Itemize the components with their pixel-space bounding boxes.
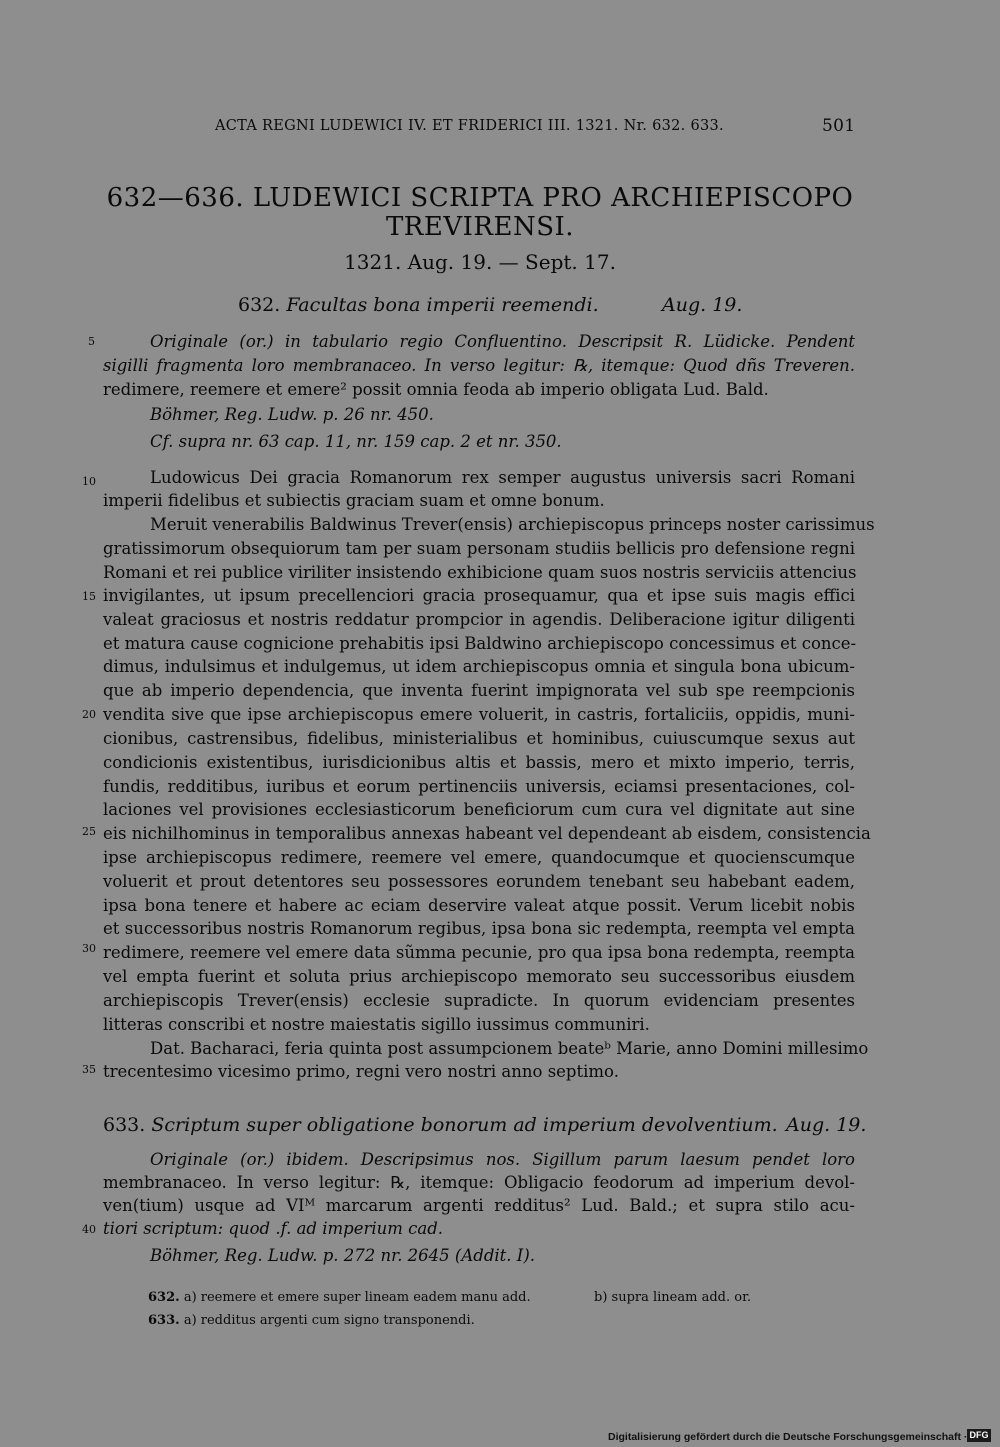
doc-633-ref: Böhmer, Reg. Ludw. p. 272 nr. 2645 (Addit. I). — [150, 1246, 535, 1265]
doc-632-note-line: redimere, reemere et emere² possit omnia feoda ab imperio obligata Lud. Bald. — [103, 380, 769, 399]
doc-632-text-line: invigilantes, ut ipsum precellenciori gracia prosequamur, qua et ipse suis magis effici — [103, 586, 855, 605]
margin-line-number: 5 — [88, 335, 95, 348]
doc-632-text-line: Dat. Bacharaci, feria quinta post assumpcionem beateᵇ Marie, anno Domini millesimo — [150, 1039, 869, 1058]
doc-633-note-line: ven(tium) usque ad VIᴹ marcarum argenti redditus² Lud. Bald.; et supra stilo acu- — [103, 1196, 855, 1215]
doc-632-text-line: trecentesimo vicesimo primo, regni vero nostri anno septimo. — [103, 1062, 619, 1081]
doc-632-text-line: ipse archiepiscopus redimere, reemere vel emere, quandocumque et quocienscumque — [103, 848, 855, 867]
margin-line-number: 25 — [82, 825, 96, 838]
doc-632-text-line: imperii fidelibus et subiectis graciam suam et omne bonum. — [103, 491, 605, 510]
doc-632-text-line: cionibus, castrensibus, fidelibus, ministerialibus et hominibus, cuiuscumque sexus aut — [103, 729, 855, 748]
doc-632-text-line: Meruit venerabilis Baldwinus Trever(ensis) archiepiscopus princeps noster carissimus — [150, 515, 875, 534]
doc-632-text-line: et matura cause cognicione prehabitis ipsi Baldwino archiepiscopo concessimus et conce- — [103, 634, 857, 653]
page-number: 501 — [822, 116, 856, 136]
doc-633-date: Aug. 19. — [786, 1114, 867, 1136]
footnote-632-b: b) supra lineam add. or. — [594, 1290, 751, 1305]
doc-633-number: 633. — [103, 1114, 146, 1136]
margin-line-number: 30 — [82, 942, 96, 955]
doc-632-heading — [238, 294, 599, 316]
doc-632-number: 632. — [238, 294, 281, 316]
section-title-line2: TREVIRENSI. — [385, 212, 575, 242]
doc-632-text-line: Ludowicus Dei gracia Romanorum rex semper augustus universis sacri Romani — [150, 468, 855, 487]
doc-632-ref: Böhmer, Reg. Ludw. p. 26 nr. 450. — [150, 405, 434, 424]
footnote-632 — [148, 1290, 531, 1305]
margin-line-number: 35 — [82, 1063, 96, 1076]
doc-632-note-line: sigilli fragmenta loro membranaceo. In verso legitur: ℞, itemque: Quod dñs Treveren. — [103, 356, 855, 375]
doc-633-note-line: membranaceo. In verso legitur: ℞, itemque: Obligacio feodorum ad imperium devol- — [103, 1173, 855, 1192]
doc-632-text-line: valeat graciosus et nostris reddatur prompcior in agendis. Deliberacione igitur diligenti — [103, 610, 855, 629]
doc-632-text-line: voluerit et prout detentores seu possessores eorundem tenebant seu habebant eadem, — [103, 872, 855, 891]
margin-line-number: 40 — [82, 1223, 96, 1236]
footnote-633-number: 633. — [148, 1313, 180, 1328]
doc-632-text-line: condicionis existentibus, iurisdicionibus altis et bassis, mero et mixto imperio, terris, — [103, 753, 855, 772]
section-title — [90, 184, 870, 242]
doc-632-text-line: redimere, reemere vel emere data sũmma pecunie, pro qua ipsa bona redempta, reempta — [103, 943, 855, 962]
doc-632-text-line: litteras conscribi et nostre maiestatis sigillo iussimus communiri. — [103, 1015, 650, 1034]
doc-632-text-line: fundis, redditibus, iuribus et eorum pertinenciis universis, eciamsi presentaciones, col- — [103, 777, 855, 796]
doc-632-text-line: vel empta fuerint et soluta prius archiepiscopo memorato seu successoribus eiusdem — [103, 967, 855, 986]
doc-632-date: Aug. 19. — [662, 294, 743, 316]
margin-line-number: 15 — [82, 590, 96, 603]
doc-632-text-line: que ab imperio dependencia, que inventa fuerint impignorata vel sub spe reempcionis — [103, 681, 855, 700]
margin-line-number: 10 — [82, 475, 96, 488]
doc-632-text-line: archiepiscopis Trever(ensis) ecclesie supradicte. In quorum evidenciam presentes — [103, 991, 855, 1010]
running-title: ACTA REGNI LUDEWICI IV. ET FRIDERICI III. 1321. Nr. 632. 633. — [215, 118, 724, 134]
doc-632-text-line: dimus, indulsimus et indulgemus, ut idem archiepiscopus omnia et singula bona ubicum- — [103, 657, 855, 676]
footnote-633 — [148, 1313, 475, 1328]
doc-632-text-line: eis nichilhominus in temporalibus annexas habeant vel dependeant ab eisdem, consistencia — [103, 824, 871, 843]
doc-632-text-line: Romani et rei publice viriliter insistendo exhibicione quam suos nostris serviciis attencius — [103, 563, 857, 582]
doc-633-heading — [103, 1114, 778, 1136]
doc-632-ref: Cf. supra nr. 63 cap. 11, nr. 159 cap. 2 et nr. 350. — [150, 432, 562, 451]
footnote-632-a: a) reemere et emere super lineam eadem manu add. — [183, 1290, 531, 1305]
dfg-logo: DFG — [967, 1429, 991, 1442]
doc-632-text-line: gratissimorum obsequiorum tam per suam personam studiis bellicis pro defensione regni — [103, 539, 855, 558]
doc-632-text-line: et successoribus nostris Romanorum regibus, ipsa bona sic redempta, reempta vel empta — [103, 919, 855, 938]
digitization-credit: Digitalisierung gefördert durch die Deutsche Forschungsgemeinschaft · — [608, 1431, 968, 1443]
footnote-632-number: 632. — [148, 1290, 180, 1305]
doc-633-note-line: tiori scriptum: quod .f. ad imperium cad. — [103, 1219, 444, 1238]
doc-632-note-line: Originale (or.) in tabulario regio Confluentino. Descripsit R. Lüdicke. Pendent — [150, 332, 855, 351]
footnote-633-a: a) redditus argenti cum signo transponendi. — [183, 1313, 475, 1328]
doc-632-text-line: ipsa bona tenere et habere ac eciam deservire valeat atque possit. Verum licebit nobis — [103, 896, 855, 915]
section-title-line1: 632—636. LUDEWICI SCRIPTA PRO ARCHIEPISCOPO — [106, 183, 854, 213]
doc-632-text-line: vendita sive que ipse archiepiscopus emere voluerit, in castris, fortaliciis, oppidis, muni- — [103, 705, 855, 724]
section-dates: 1321. Aug. 19. — Sept. 17. — [344, 250, 616, 274]
doc-632-text-line: laciones vel provisiones ecclesiasticorum beneficiorum cum cura vel dignitate aut sine — [103, 800, 855, 819]
margin-line-number: 20 — [82, 708, 96, 721]
doc-632-title: Facultas bona imperii reemendi. — [286, 294, 599, 316]
doc-633-note-line: Originale (or.) ibidem. Descripsimus nos. Sigillum parum laesum pendet loro — [150, 1150, 855, 1169]
doc-633-title: Scriptum super obligatione bonorum ad imperium devolventium. — [151, 1114, 778, 1136]
